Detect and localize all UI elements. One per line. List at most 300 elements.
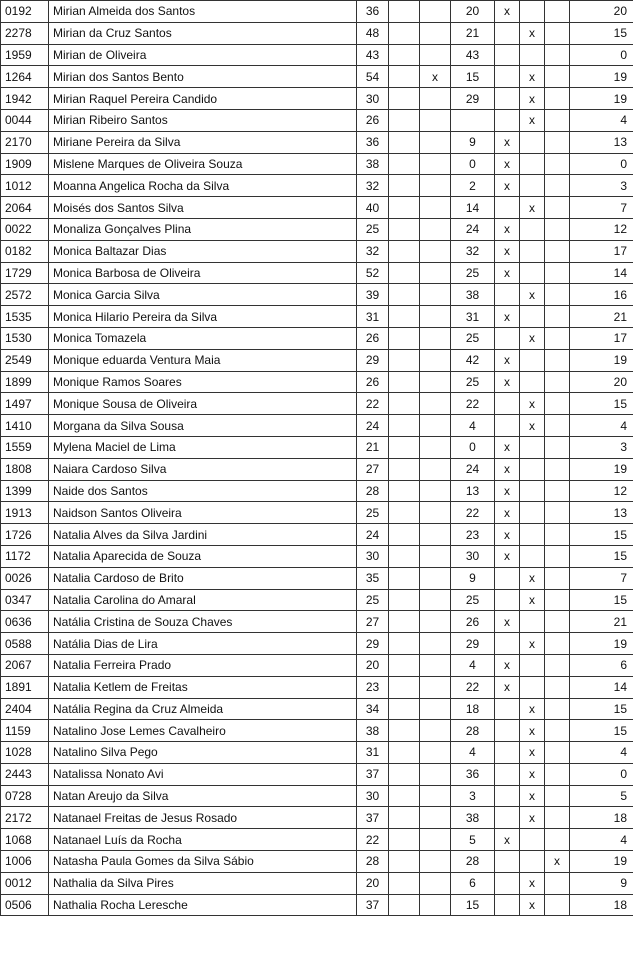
mark-cell-5: [545, 1, 570, 23]
mark-cell-3: x: [495, 545, 520, 567]
mark-cell-4: [520, 262, 545, 284]
total-cell: 21: [570, 306, 633, 328]
mark-cell-2: [420, 175, 451, 197]
mark-cell-5: [545, 502, 570, 524]
mark-cell-2: [420, 589, 451, 611]
mark-cell-5: [545, 66, 570, 88]
mark-cell-3: [495, 415, 520, 437]
mark-cell-5: [545, 218, 570, 240]
mark-cell-1: [389, 415, 420, 437]
value-cell-1: 32: [357, 240, 389, 262]
value-cell-1: 21: [357, 436, 389, 458]
value-cell-1: 24: [357, 524, 389, 546]
value-cell-2: 29: [451, 633, 495, 655]
mark-cell-3: [495, 894, 520, 916]
name-cell: Mirian Almeida dos Santos: [49, 1, 357, 23]
table-row: [1, 545, 633, 567]
mark-cell-3: [495, 88, 520, 110]
mark-cell-3: x: [495, 349, 520, 371]
table-row: [1, 44, 633, 66]
table-body: [1, 1, 633, 916]
mark-cell-1: [389, 611, 420, 633]
value-cell-1: 34: [357, 698, 389, 720]
table-row: [1, 807, 633, 829]
name-cell: Natália Regina da Cruz Almeida: [49, 698, 357, 720]
value-cell-1: 22: [357, 393, 389, 415]
mark-cell-4: x: [520, 698, 545, 720]
mark-cell-3: x: [495, 458, 520, 480]
code-cell: 0728: [1, 785, 49, 807]
mark-cell-2: [420, 1, 451, 23]
code-cell: 2404: [1, 698, 49, 720]
name-cell: Natalia Ferreira Prado: [49, 654, 357, 676]
mark-cell-2: [420, 567, 451, 589]
mark-cell-4: x: [520, 872, 545, 894]
mark-cell-4: [520, 458, 545, 480]
mark-cell-4: [520, 851, 545, 873]
value-cell-1: 25: [357, 589, 389, 611]
mark-cell-1: [389, 44, 420, 66]
name-cell: Nathalia da Silva Pires: [49, 872, 357, 894]
name-cell: Mislene Marques de Oliveira Souza: [49, 153, 357, 175]
name-cell: Moisés dos Santos Silva: [49, 197, 357, 219]
value-cell-1: 36: [357, 131, 389, 153]
mark-cell-5: [545, 545, 570, 567]
mark-cell-1: [389, 785, 420, 807]
name-cell: Natália Cristina de Souza Chaves: [49, 611, 357, 633]
mark-cell-5: [545, 785, 570, 807]
value-cell-2: 6: [451, 872, 495, 894]
mark-cell-2: [420, 436, 451, 458]
value-cell-1: 31: [357, 742, 389, 764]
mark-cell-3: x: [495, 131, 520, 153]
code-cell: 1172: [1, 545, 49, 567]
value-cell-1: 37: [357, 807, 389, 829]
name-cell: Monique eduarda Ventura Maia: [49, 349, 357, 371]
mark-cell-1: [389, 349, 420, 371]
table-row: [1, 240, 633, 262]
mark-cell-2: [420, 458, 451, 480]
value-cell-2: 2: [451, 175, 495, 197]
total-cell: 4: [570, 109, 633, 131]
total-cell: 19: [570, 66, 633, 88]
mark-cell-2: [420, 851, 451, 873]
mark-cell-1: [389, 807, 420, 829]
code-cell: 1899: [1, 371, 49, 393]
code-cell: 1726: [1, 524, 49, 546]
mark-cell-4: [520, 654, 545, 676]
name-cell: Mirian Raquel Pereira Candido: [49, 88, 357, 110]
value-cell-1: 37: [357, 763, 389, 785]
value-cell-2: 9: [451, 131, 495, 153]
code-cell: 1006: [1, 851, 49, 873]
code-cell: 0012: [1, 872, 49, 894]
value-cell-2: 25: [451, 371, 495, 393]
mark-cell-1: [389, 829, 420, 851]
mark-cell-2: [420, 240, 451, 262]
total-cell: 12: [570, 480, 633, 502]
value-cell-2: 23: [451, 524, 495, 546]
mark-cell-5: [545, 480, 570, 502]
mark-cell-4: x: [520, 22, 545, 44]
value-cell-2: 38: [451, 284, 495, 306]
table-row: [1, 262, 633, 284]
mark-cell-2: [420, 284, 451, 306]
mark-cell-5: [545, 109, 570, 131]
name-cell: Nathalia Rocha Leresche: [49, 894, 357, 916]
mark-cell-4: [520, 545, 545, 567]
mark-cell-3: x: [495, 676, 520, 698]
mark-cell-2: [420, 44, 451, 66]
name-cell: Natanael Freitas de Jesus Rosado: [49, 807, 357, 829]
mark-cell-2: [420, 109, 451, 131]
mark-cell-1: [389, 894, 420, 916]
mark-cell-2: [420, 872, 451, 894]
value-cell-1: 22: [357, 829, 389, 851]
code-cell: 2172: [1, 807, 49, 829]
mark-cell-3: x: [495, 654, 520, 676]
total-cell: 4: [570, 742, 633, 764]
table-row: [1, 22, 633, 44]
mark-cell-1: [389, 436, 420, 458]
mark-cell-2: [420, 415, 451, 437]
value-cell-2: 29: [451, 88, 495, 110]
value-cell-1: 36: [357, 1, 389, 23]
name-cell: Monaliza Gonçalves Plina: [49, 218, 357, 240]
code-cell: 1399: [1, 480, 49, 502]
mark-cell-3: x: [495, 502, 520, 524]
mark-cell-3: x: [495, 175, 520, 197]
value-cell-2: 26: [451, 611, 495, 633]
mark-cell-5: [545, 567, 570, 589]
mark-cell-4: [520, 480, 545, 502]
table-row: [1, 698, 633, 720]
name-cell: Natalia Cardoso de Brito: [49, 567, 357, 589]
table-row: [1, 720, 633, 742]
code-cell: 2278: [1, 22, 49, 44]
table-row: [1, 894, 633, 916]
table-row: [1, 654, 633, 676]
mark-cell-1: [389, 327, 420, 349]
value-cell-1: 40: [357, 197, 389, 219]
value-cell-1: 29: [357, 349, 389, 371]
mark-cell-4: [520, 240, 545, 262]
mark-cell-4: x: [520, 415, 545, 437]
value-cell-1: 28: [357, 480, 389, 502]
mark-cell-5: [545, 524, 570, 546]
value-cell-2: 32: [451, 240, 495, 262]
mark-cell-5: [545, 611, 570, 633]
value-cell-2: 20: [451, 1, 495, 23]
mark-cell-4: x: [520, 66, 545, 88]
mark-cell-5: [545, 22, 570, 44]
mark-cell-5: [545, 327, 570, 349]
mark-cell-1: [389, 393, 420, 415]
value-cell-2: 4: [451, 654, 495, 676]
total-cell: 12: [570, 218, 633, 240]
mark-cell-2: [420, 545, 451, 567]
value-cell-2: 9: [451, 567, 495, 589]
mark-cell-5: [545, 763, 570, 785]
mark-cell-2: [420, 393, 451, 415]
mark-cell-1: [389, 240, 420, 262]
mark-cell-5: [545, 436, 570, 458]
mark-cell-1: [389, 633, 420, 655]
mark-cell-3: [495, 327, 520, 349]
table-row: [1, 284, 633, 306]
mark-cell-3: [495, 742, 520, 764]
name-cell: Monica Hilario Pereira da Silva: [49, 306, 357, 328]
mark-cell-1: [389, 131, 420, 153]
total-cell: 19: [570, 88, 633, 110]
code-cell: 0026: [1, 567, 49, 589]
value-cell-1: 30: [357, 545, 389, 567]
mark-cell-5: [545, 284, 570, 306]
mark-cell-2: [420, 698, 451, 720]
name-cell: Mirian da Cruz Santos: [49, 22, 357, 44]
code-cell: 0588: [1, 633, 49, 655]
value-cell-2: 28: [451, 720, 495, 742]
mark-cell-1: [389, 371, 420, 393]
code-cell: 0347: [1, 589, 49, 611]
mark-cell-2: [420, 720, 451, 742]
code-cell: 1891: [1, 676, 49, 698]
total-cell: 15: [570, 524, 633, 546]
value-cell-1: 26: [357, 371, 389, 393]
mark-cell-4: x: [520, 109, 545, 131]
total-cell: 0: [570, 153, 633, 175]
mark-cell-4: x: [520, 589, 545, 611]
mark-cell-5: [545, 720, 570, 742]
total-cell: 15: [570, 22, 633, 44]
code-cell: 1729: [1, 262, 49, 284]
total-cell: 7: [570, 567, 633, 589]
mark-cell-2: [420, 480, 451, 502]
code-cell: 1959: [1, 44, 49, 66]
name-cell: Monica Baltazar Dias: [49, 240, 357, 262]
mark-cell-1: [389, 458, 420, 480]
mark-cell-3: [495, 284, 520, 306]
name-cell: Moanna Angelica Rocha da Silva: [49, 175, 357, 197]
mark-cell-3: [495, 720, 520, 742]
mark-cell-3: x: [495, 1, 520, 23]
code-cell: 0192: [1, 1, 49, 23]
total-cell: 19: [570, 851, 633, 873]
mark-cell-2: [420, 742, 451, 764]
name-cell: Natalino Jose Lemes Cavalheiro: [49, 720, 357, 742]
mark-cell-2: [420, 829, 451, 851]
table-row: [1, 676, 633, 698]
value-cell-2: 22: [451, 393, 495, 415]
mark-cell-1: [389, 763, 420, 785]
mark-cell-4: [520, 502, 545, 524]
total-cell: 13: [570, 502, 633, 524]
total-cell: 19: [570, 633, 633, 655]
name-cell: Mirian de Oliveira: [49, 44, 357, 66]
mark-cell-3: x: [495, 371, 520, 393]
mark-cell-5: [545, 349, 570, 371]
name-cell: Morgana da Silva Sousa: [49, 415, 357, 437]
mark-cell-3: x: [495, 306, 520, 328]
mark-cell-1: [389, 109, 420, 131]
name-cell: Natalia Carolina do Amaral: [49, 589, 357, 611]
mark-cell-4: x: [520, 742, 545, 764]
mark-cell-2: [420, 327, 451, 349]
mark-cell-3: [495, 393, 520, 415]
name-cell: Monique Sousa de Oliveira: [49, 393, 357, 415]
mark-cell-1: [389, 306, 420, 328]
mark-cell-5: [545, 415, 570, 437]
mark-cell-2: [420, 218, 451, 240]
value-cell-2: 43: [451, 44, 495, 66]
mark-cell-4: [520, 131, 545, 153]
mark-cell-4: x: [520, 633, 545, 655]
mark-cell-5: [545, 306, 570, 328]
name-cell: Naide dos Santos: [49, 480, 357, 502]
value-cell-2: 5: [451, 829, 495, 851]
total-cell: 0: [570, 44, 633, 66]
mark-cell-5: [545, 807, 570, 829]
mark-cell-3: [495, 633, 520, 655]
name-cell: Natalia Alves da Silva Jardini: [49, 524, 357, 546]
mark-cell-5: [545, 240, 570, 262]
mark-cell-1: [389, 654, 420, 676]
total-cell: 20: [570, 371, 633, 393]
mark-cell-2: [420, 153, 451, 175]
code-cell: 0636: [1, 611, 49, 633]
mark-cell-3: x: [495, 611, 520, 633]
name-cell: Natan Areujo da Silva: [49, 785, 357, 807]
mark-cell-3: [495, 567, 520, 589]
code-cell: 1530: [1, 327, 49, 349]
code-cell: 1159: [1, 720, 49, 742]
total-cell: 0: [570, 763, 633, 785]
mark-cell-4: x: [520, 88, 545, 110]
code-cell: 2572: [1, 284, 49, 306]
value-cell-1: 37: [357, 894, 389, 916]
total-cell: 15: [570, 393, 633, 415]
total-cell: 4: [570, 829, 633, 851]
mark-cell-5: [545, 872, 570, 894]
mark-cell-3: [495, 589, 520, 611]
name-cell: Natanael Luís da Rocha: [49, 829, 357, 851]
name-cell: Natalia Ketlem de Freitas: [49, 676, 357, 698]
mark-cell-4: [520, 436, 545, 458]
value-cell-1: 24: [357, 415, 389, 437]
mark-cell-2: [420, 676, 451, 698]
mark-cell-1: [389, 742, 420, 764]
mark-cell-1: [389, 22, 420, 44]
total-cell: 18: [570, 807, 633, 829]
mark-cell-2: [420, 611, 451, 633]
mark-cell-1: [389, 262, 420, 284]
value-cell-1: 48: [357, 22, 389, 44]
code-cell: 1028: [1, 742, 49, 764]
total-cell: 3: [570, 436, 633, 458]
mark-cell-3: x: [495, 480, 520, 502]
mark-cell-5: [545, 894, 570, 916]
value-cell-1: 26: [357, 327, 389, 349]
mark-cell-5: [545, 393, 570, 415]
value-cell-2: 25: [451, 327, 495, 349]
value-cell-1: 52: [357, 262, 389, 284]
value-cell-1: 38: [357, 153, 389, 175]
mark-cell-2: [420, 131, 451, 153]
value-cell-1: 43: [357, 44, 389, 66]
mark-cell-1: [389, 851, 420, 873]
mark-cell-3: [495, 698, 520, 720]
mark-cell-2: [420, 785, 451, 807]
mark-cell-2: [420, 633, 451, 655]
mark-cell-1: [389, 567, 420, 589]
code-cell: 2170: [1, 131, 49, 153]
mark-cell-2: [420, 807, 451, 829]
table-row: [1, 872, 633, 894]
table-row: [1, 436, 633, 458]
mark-cell-1: [389, 197, 420, 219]
code-cell: 1264: [1, 66, 49, 88]
total-cell: 14: [570, 676, 633, 698]
mark-cell-1: [389, 88, 420, 110]
name-cell: Natalino Silva Pego: [49, 742, 357, 764]
code-cell: 1913: [1, 502, 49, 524]
mark-cell-3: x: [495, 240, 520, 262]
name-cell: Miriane Pereira da Silva: [49, 131, 357, 153]
mark-cell-2: [420, 262, 451, 284]
total-cell: 17: [570, 240, 633, 262]
mark-cell-4: x: [520, 785, 545, 807]
mark-cell-4: x: [520, 567, 545, 589]
mark-cell-3: x: [495, 218, 520, 240]
table-row: [1, 153, 633, 175]
mark-cell-5: [545, 458, 570, 480]
mark-cell-5: [545, 88, 570, 110]
value-cell-2: 24: [451, 458, 495, 480]
value-cell-1: 38: [357, 720, 389, 742]
mark-cell-1: [389, 676, 420, 698]
table-row: [1, 611, 633, 633]
mark-cell-4: x: [520, 720, 545, 742]
name-cell: Monique Ramos Soares: [49, 371, 357, 393]
mark-cell-1: [389, 589, 420, 611]
mark-cell-5: [545, 175, 570, 197]
name-cell: Mirian dos Santos Bento: [49, 66, 357, 88]
mark-cell-1: [389, 153, 420, 175]
total-cell: 19: [570, 458, 633, 480]
mark-cell-5: [545, 589, 570, 611]
mark-cell-1: [389, 502, 420, 524]
table-row: [1, 480, 633, 502]
mark-cell-3: [495, 763, 520, 785]
mark-cell-4: [520, 218, 545, 240]
mark-cell-1: [389, 1, 420, 23]
mark-cell-1: [389, 175, 420, 197]
value-cell-2: 4: [451, 742, 495, 764]
mark-cell-4: x: [520, 284, 545, 306]
mark-cell-3: [495, 44, 520, 66]
mark-cell-4: [520, 676, 545, 698]
value-cell-2: 30: [451, 545, 495, 567]
name-cell: Natalissa Nonato Avi: [49, 763, 357, 785]
total-cell: 13: [570, 131, 633, 153]
mark-cell-1: [389, 698, 420, 720]
value-cell-1: 30: [357, 785, 389, 807]
table-row: [1, 851, 633, 873]
code-cell: 0022: [1, 218, 49, 240]
mark-cell-5: [545, 153, 570, 175]
mark-cell-1: [389, 720, 420, 742]
mark-cell-5: [545, 131, 570, 153]
